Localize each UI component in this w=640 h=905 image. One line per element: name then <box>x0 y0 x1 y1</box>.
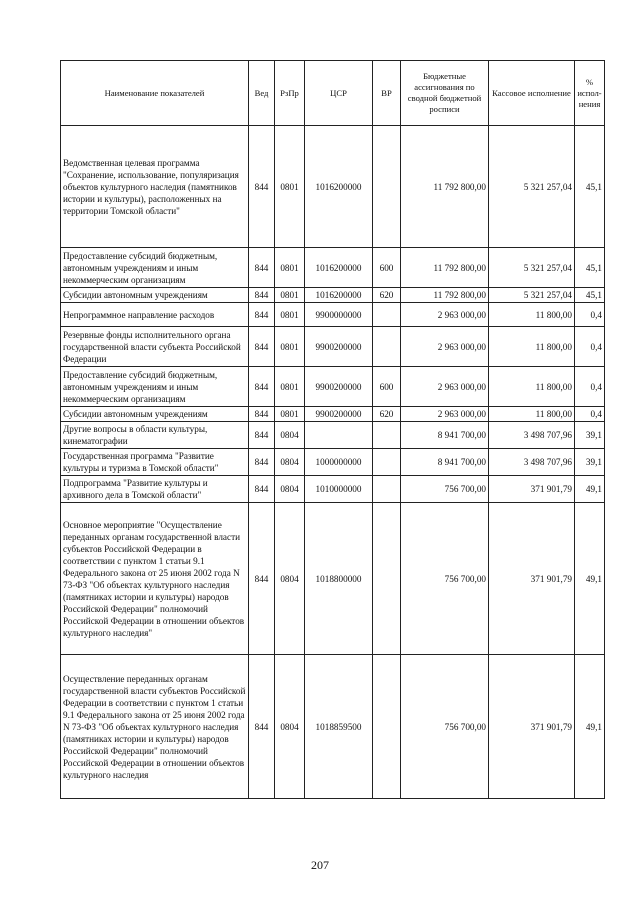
cell-name: Государственная программа "Развитие культуры и туризма в Томской области" <box>61 449 249 476</box>
header-cash: Кассовое исполнение <box>489 61 575 126</box>
table-row <box>61 327 605 367</box>
table-header <box>61 61 605 126</box>
cell-name: Предоставление субсидий бюджетным, автономным учреждениям и иным некоммерческим организациям <box>61 367 249 407</box>
budget-execution-table <box>60 60 605 799</box>
cell-rzpr: 0801 <box>275 126 305 248</box>
cell-vr <box>373 126 401 248</box>
cell-vr <box>373 503 401 655</box>
cell-ved: 844 <box>249 288 275 303</box>
cell-rzpr: 0804 <box>275 449 305 476</box>
table-row <box>61 126 605 248</box>
table-row <box>61 503 605 655</box>
cell-vr: 620 <box>373 288 401 303</box>
cell-cash: 11 800,00 <box>489 303 575 327</box>
cell-csr: 9900200000 <box>305 407 373 422</box>
cell-name: Подпрограмма "Развитие культуры и архивного дела в Томской области" <box>61 476 249 503</box>
cell-vr <box>373 303 401 327</box>
table-row <box>61 288 605 303</box>
cell-name: Непрограммное направление расходов <box>61 303 249 327</box>
cell-rzpr: 0801 <box>275 327 305 367</box>
cell-csr <box>305 422 373 449</box>
cell-budget: 11 792 800,00 <box>401 248 489 288</box>
table-row <box>61 367 605 407</box>
table-row <box>61 449 605 476</box>
header-budget: Бюджетные ассигнования по сводной бюджетной росписи <box>401 61 489 126</box>
cell-rzpr: 0801 <box>275 288 305 303</box>
cell-cash: 5 321 257,04 <box>489 126 575 248</box>
cell-budget: 756 700,00 <box>401 503 489 655</box>
cell-cash: 371 901,79 <box>489 476 575 503</box>
cell-name: Резервные фонды исполнительного органа государственной власти субъекта Российской Федерации <box>61 327 249 367</box>
cell-budget: 2 963 000,00 <box>401 303 489 327</box>
cell-cash: 371 901,79 <box>489 655 575 799</box>
cell-percent: 0,4 <box>575 367 605 407</box>
header-rzpr: РзПр <box>275 61 305 126</box>
cell-ved: 844 <box>249 655 275 799</box>
cell-vr <box>373 327 401 367</box>
cell-budget: 8 941 700,00 <box>401 449 489 476</box>
cell-ved: 844 <box>249 126 275 248</box>
cell-csr: 1016200000 <box>305 288 373 303</box>
cell-vr: 620 <box>373 407 401 422</box>
cell-vr <box>373 422 401 449</box>
cell-vr <box>373 449 401 476</box>
cell-name: Другие вопросы в области культуры, кинематографии <box>61 422 249 449</box>
table-row <box>61 422 605 449</box>
cell-vr: 600 <box>373 248 401 288</box>
cell-percent: 49,1 <box>575 503 605 655</box>
cell-cash: 371 901,79 <box>489 503 575 655</box>
table-row <box>61 476 605 503</box>
cell-percent: 39,1 <box>575 422 605 449</box>
cell-name: Субсидии автономным учреждениям <box>61 288 249 303</box>
cell-cash: 11 800,00 <box>489 367 575 407</box>
cell-name: Ведомственная целевая программа "Сохранение, использование, популяризация объектов культурного наследия (памятников истории и культуры), расположенных на территории Томской области" <box>61 126 249 248</box>
cell-rzpr: 0804 <box>275 422 305 449</box>
cell-percent: 45,1 <box>575 288 605 303</box>
cell-budget: 2 963 000,00 <box>401 407 489 422</box>
cell-ved: 844 <box>249 422 275 449</box>
cell-percent: 0,4 <box>575 327 605 367</box>
cell-cash: 5 321 257,04 <box>489 248 575 288</box>
cell-budget: 8 941 700,00 <box>401 422 489 449</box>
cell-csr: 9900200000 <box>305 327 373 367</box>
cell-csr: 1016200000 <box>305 126 373 248</box>
cell-percent: 0,4 <box>575 407 605 422</box>
cell-rzpr: 0801 <box>275 248 305 288</box>
cell-csr: 1016200000 <box>305 248 373 288</box>
cell-csr: 1010000000 <box>305 476 373 503</box>
cell-name: Субсидии автономным учреждениям <box>61 407 249 422</box>
cell-rzpr: 0804 <box>275 503 305 655</box>
cell-ved: 844 <box>249 503 275 655</box>
header-vr: ВР <box>373 61 401 126</box>
cell-percent: 39,1 <box>575 449 605 476</box>
cell-csr: 1018800000 <box>305 503 373 655</box>
cell-rzpr: 0804 <box>275 476 305 503</box>
cell-name: Осуществление переданных органам государственной власти субъектов Российской Федерации в соответствии с пунктом 1 статьи 9.1 Федерального закона от 25 июня 2002 года N 73-ФЗ "Об объектах культурного наследия (памятниках истории и культуры) народов Российской Федерации" полномочий Российской Федерации в отношении объектов культурного наследия <box>61 655 249 799</box>
cell-vr <box>373 655 401 799</box>
cell-cash: 11 800,00 <box>489 327 575 367</box>
cell-rzpr: 0801 <box>275 367 305 407</box>
cell-ved: 844 <box>249 449 275 476</box>
cell-budget: 756 700,00 <box>401 655 489 799</box>
cell-cash: 11 800,00 <box>489 407 575 422</box>
cell-ved: 844 <box>249 327 275 367</box>
header-percent: % испол-нения <box>575 61 605 126</box>
cell-name: Предоставление субсидий бюджетным, автономным учреждениям и иным некоммерческим организациям <box>61 248 249 288</box>
header-ved: Вед <box>249 61 275 126</box>
cell-budget: 2 963 000,00 <box>401 367 489 407</box>
page-number: 207 <box>311 858 329 872</box>
cell-rzpr: 0804 <box>275 655 305 799</box>
cell-percent: 49,1 <box>575 655 605 799</box>
cell-percent: 45,1 <box>575 248 605 288</box>
cell-csr: 1000000000 <box>305 449 373 476</box>
table-row <box>61 407 605 422</box>
cell-ved: 844 <box>249 367 275 407</box>
cell-budget: 11 792 800,00 <box>401 126 489 248</box>
cell-cash: 3 498 707,96 <box>489 449 575 476</box>
cell-vr <box>373 476 401 503</box>
cell-ved: 844 <box>249 476 275 503</box>
cell-ved: 844 <box>249 407 275 422</box>
header-row <box>61 61 605 126</box>
header-csr: ЦСР <box>305 61 373 126</box>
cell-csr: 9900200000 <box>305 367 373 407</box>
cell-percent: 49,1 <box>575 476 605 503</box>
cell-cash: 5 321 257,04 <box>489 288 575 303</box>
cell-vr: 600 <box>373 367 401 407</box>
header-name: Наименование показателей <box>61 61 249 126</box>
table-body <box>61 126 605 799</box>
table-row <box>61 655 605 799</box>
cell-budget: 11 792 800,00 <box>401 288 489 303</box>
cell-name: Основное мероприятие "Осуществление переданных органам государственной власти субъектов Российской Федерации в соответствии с пунктом 1 статьи 9.1 Федерального закона от 25 июня 2002 года N 73-ФЗ "Об объектах культурного наследия (памятниках истории и культуры) народов Российской Федерации" полномочий Российской Федерации в отношении объектов культурного наследия" <box>61 503 249 655</box>
cell-csr: 9900000000 <box>305 303 373 327</box>
cell-percent: 45,1 <box>575 126 605 248</box>
cell-cash: 3 498 707,96 <box>489 422 575 449</box>
cell-rzpr: 0801 <box>275 407 305 422</box>
cell-ved: 844 <box>249 303 275 327</box>
cell-budget: 756 700,00 <box>401 476 489 503</box>
table-row <box>61 303 605 327</box>
cell-percent: 0,4 <box>575 303 605 327</box>
table-row <box>61 248 605 288</box>
cell-ved: 844 <box>249 248 275 288</box>
cell-rzpr: 0801 <box>275 303 305 327</box>
cell-csr: 1018859500 <box>305 655 373 799</box>
cell-budget: 2 963 000,00 <box>401 327 489 367</box>
